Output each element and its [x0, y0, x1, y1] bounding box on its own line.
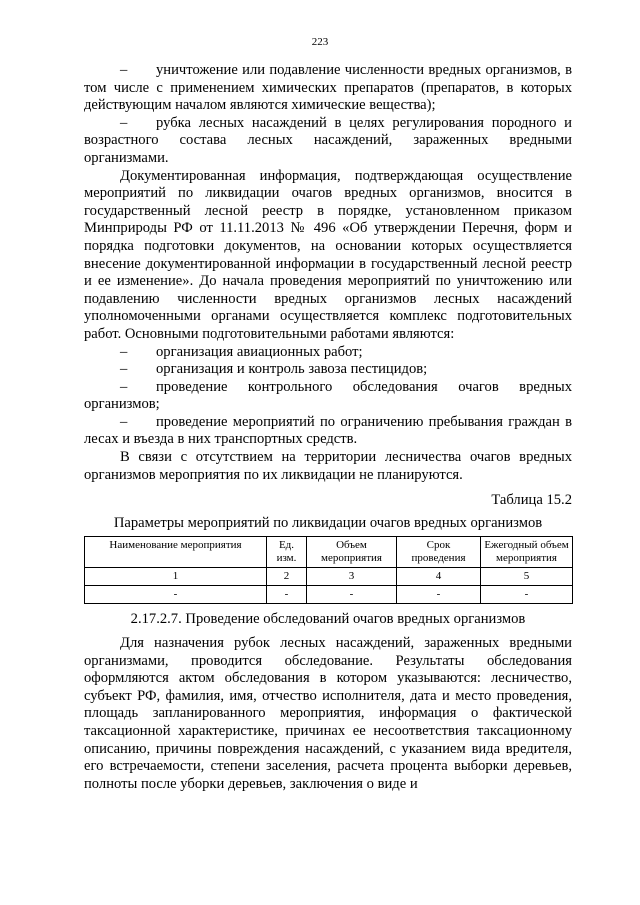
paragraph: В связи с отсутствием на территории лесничества очагов вредных организмов мероприятия по их ликвидации не планируются. [84, 449, 572, 483]
bullet-text: рубка лесных насаждений в целях регулирования породного и возрастного состава лесных насаждений, зараженных вредными организмами. [84, 114, 572, 166]
table-row [85, 568, 573, 586]
text-block-bottom [84, 635, 572, 793]
bullet-dash: – [120, 361, 128, 378]
page-body [84, 62, 572, 793]
header-annual-volume: Ежегодный объем мероприятия [481, 537, 573, 568]
bullet-dash: – [120, 413, 128, 430]
table-cell: - [481, 586, 573, 604]
bullet-item [84, 361, 572, 379]
section-heading: 2.17.2.7. Проведение обследований очагов вредных организмов [130, 611, 526, 628]
header-period: Срок проведения [397, 537, 481, 568]
table-header-row [85, 537, 573, 568]
text-block-top [84, 62, 572, 484]
header-volume: Объем мероприятия [307, 537, 397, 568]
table-cell: 3 [307, 568, 397, 586]
table-title: Параметры мероприятий по ликвидации очагов вредных организмов [113, 514, 543, 531]
table-cell: - [85, 586, 267, 604]
paragraph: Документированная информация, подтверждающая осуществление мероприятий по ликвидации очагов вредных организмов, вносится в государственный лесной реестр в порядке, установленном приказом Минприроды РФ от 11.11.2013 № 496 «Об утверждении Перечня, форм и порядка подготовки документов, на основании которых осуществляется внесение документированной информации в государственный лесной реестр и ее изменение». До начала проведения мероприятий по уничтожению или подавлению численности вредных организмов лесных насаждений уполномоченными органами осуществляется комплекс подготовительных работ. Основными подготовительными работами являются: [84, 167, 572, 342]
bullet-item [84, 344, 572, 362]
paragraph: Для назначения рубок лесных насаждений, зараженных вредными организмами, проводится обследование. Результаты обследования оформляются актом обследования в котором указываются: лесничество, субъект РФ, фамилия, имя, отчество исполнителя, дата и место проведения, площадь запланированного мероприятия, информация о фактической таксационной характеристике, причинах ее несоответствия таксационному описанию, причины повреждения насаждений, с указанием вида вредителя, его встречаемости, степени заселения, расчета процента выборки деревьев, полноты после уборки деревьев, заключения о виде и [84, 635, 572, 792]
bullet-item [84, 414, 572, 449]
table-cell: 5 [481, 568, 573, 586]
bullet-text: проведение мероприятий по ограничению пребывания граждан в лесах и въезда в них транспортных средств. [84, 413, 572, 448]
table-row [85, 586, 573, 604]
bullet-dash: – [120, 378, 128, 395]
table-cell: - [267, 586, 307, 604]
bullet-dash: – [120, 62, 128, 78]
bullet-text: организация и контроль завоза пестицидов; [156, 361, 428, 378]
bullet-text: проведение контрольного обследования очагов вредных организмов; [84, 378, 572, 413]
table-caption: Таблица 15.2 [491, 492, 572, 509]
bullet-item [84, 62, 572, 115]
header-activity-name: Наименование мероприятия [85, 537, 267, 568]
bullet-text: уничтожение или подавление численности вредных организмов, в том числе с применением химических препаратов (препаратов, в которых действующим началом являются химические вещества); [84, 62, 572, 114]
header-unit: Ед. изм. [267, 537, 307, 568]
table-cell: 2 [267, 568, 307, 586]
bullet-item [84, 115, 572, 168]
table-cell: 1 [85, 568, 267, 586]
table-cell: 4 [397, 568, 481, 586]
parameters-table [84, 536, 573, 604]
bullet-text: организация авиационных работ; [156, 343, 363, 360]
bullet-item [84, 379, 572, 414]
table-cell: - [307, 586, 397, 604]
bullet-dash: – [120, 343, 128, 360]
table-cell: - [397, 586, 481, 604]
page-number: 223 [311, 36, 329, 48]
bullet-dash: – [120, 114, 128, 131]
